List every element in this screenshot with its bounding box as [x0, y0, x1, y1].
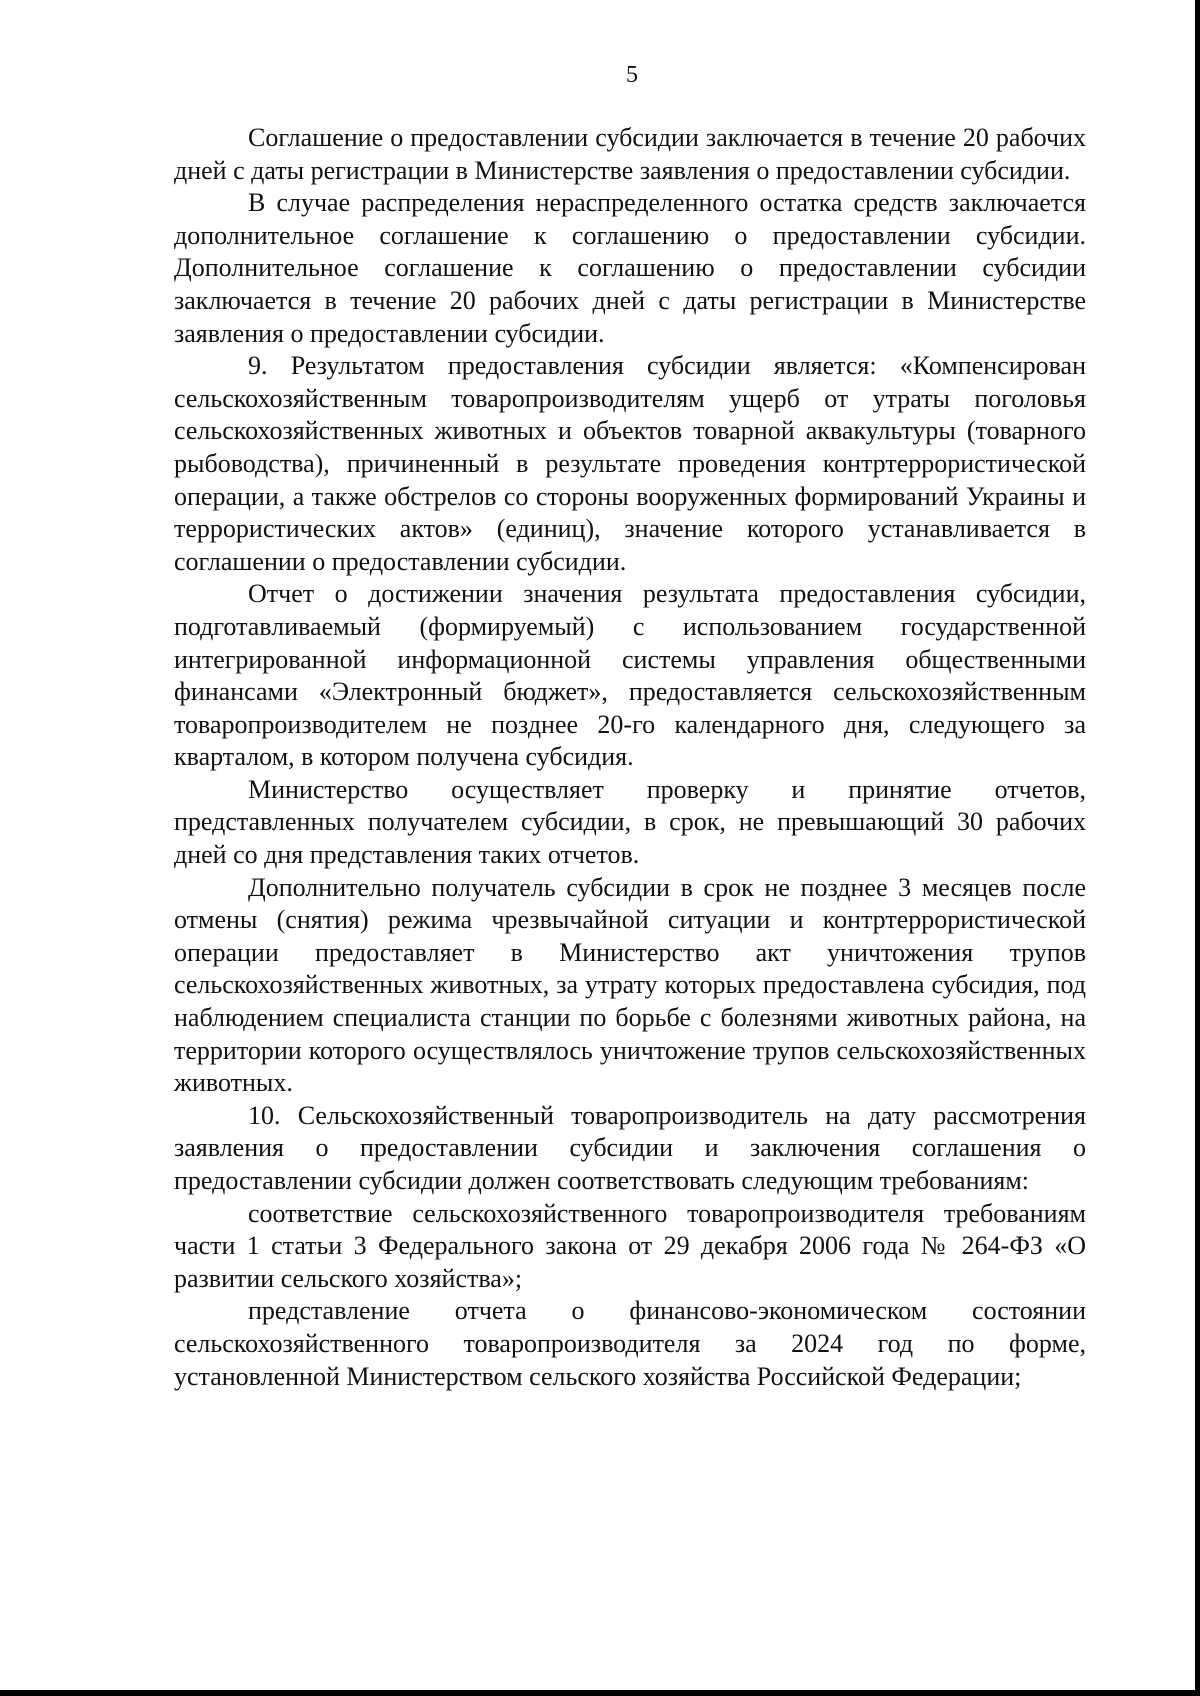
paragraph-destruction-act: Дополнительно получатель субсидии в срок не позднее 3 месяцев после отмены (снятия) режима чрезвычайной ситуации и контртеррористической операции предоставляет в Министерство акт уничтожения трупов сельскохозяйственных животных, за утрату которых предоставлена субсидия, под наблюдением специалиста станции по борьбе с болезнями животных района, на территории которого осуществлялось уничтожение трупов сельскохозяйственных животных. — [174, 872, 1086, 1098]
document-body — [174, 122, 1086, 1393]
paragraph-requirement-law: соответствие сельскохозяйственного товаропроизводителя требованиям части 1 статьи 3 Федерального закона от 29 декабря 2006 года № 264-ФЗ «О развитии сельского хозяйства»; — [174, 1198, 1086, 1293]
scan-edge-right — [1195, 0, 1200, 1696]
page-number: 5 — [626, 62, 638, 88]
paragraph-9-result: 9. Результатом предоставления субсидии является: «Компенсирован сельскохозяйственным товаропроизводителям ущерб от утраты поголовья сельскохозяйственных животных и объектов товарной аквакультуры (товарного рыбоводства), причиненный в результате проведения контртеррористической операции, а также обстрелов со стороны вооруженных формирований Украины и террористических актов» (единиц), значение которого устанавливается в соглашении о предоставлении субсидии. — [174, 351, 1086, 576]
paragraph-ministry-check: Министерство осуществляет проверку и принятие отчетов, представленных получателем субсидии, в срок, не превышающий 30 рабочих дней со дня представления таких отчетов. — [174, 774, 1086, 870]
paragraph-report: Отчет о достижении значения результата предоставления субсидии, подготавливаемый (формируемый) с использованием государственной интегрированной информационной системы управления общественными финансами «Электронный бюджет», предоставляется сельскохозяйственным товаропроизводителем не позднее 20-го календарного дня, следующего за кварталом, в котором получена субсидия. — [174, 579, 1086, 772]
paragraph-10-requirements: 10. Сельскохозяйственный товаропроизводитель на дату рассмотрения заявления о предоставлении субсидии и заключения соглашения о предоставлении субсидии должен соответствовать следующим требованиям: — [174, 1100, 1086, 1195]
paragraph-requirement-report: представление отчета о финансово-экономическом состоянии сельскохозяйственного товаропроизводителя за 2024 год по форме, установленной Министерством сельского хозяйства Российской Федерации; — [174, 1296, 1086, 1391]
paragraph-agreement-term: Соглашение о предоставлении субсидии заключается в течение 20 рабочих дней с даты регистрации в Министерстве заявления о предоставлении субсидии. — [174, 123, 1086, 185]
paragraph-additional-agreement: В случае распределения нераспределенного остатка средств заключается дополнительное соглашение к соглашению о предоставлении субсидии. Дополнительное соглашение к соглашению о предоставлении субсидии заключается в течение 20 рабочих дней с даты регистрации в Министерстве заявления о предоставлении субсидии. — [174, 188, 1086, 348]
scan-edge-bottom — [0, 1690, 1200, 1696]
